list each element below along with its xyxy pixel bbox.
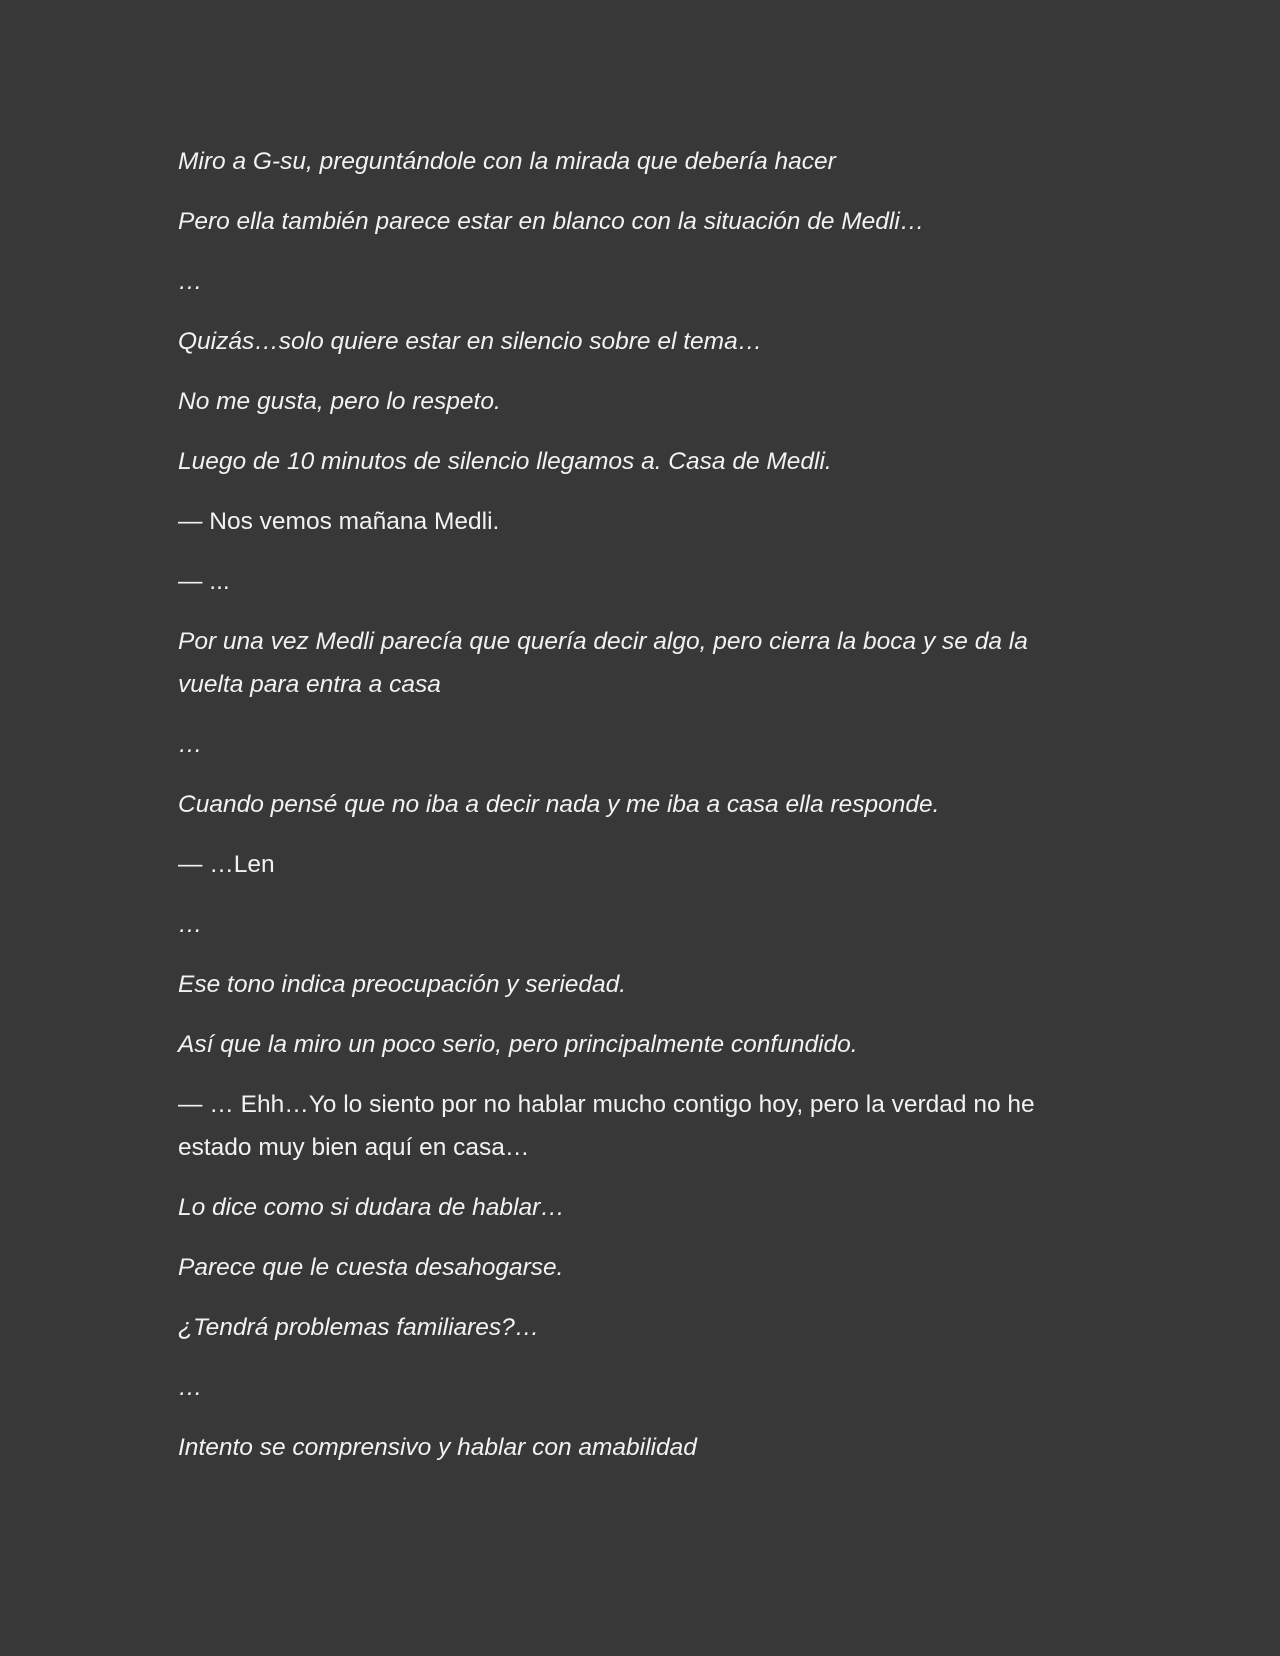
dialogue-line: — ... [178, 568, 230, 595]
paragraph: Cuando pensé que no iba a decir nada y me iba a casa ella responde. [178, 791, 940, 818]
paragraph: ¿Tendrá problemas familiares?… [178, 1314, 540, 1341]
paragraph: Así que la miro un poco serio, pero principalmente confundido. [178, 1031, 858, 1058]
paragraph: … [178, 911, 203, 938]
dialogue-line: — Nos vemos mañana Medli. [178, 508, 500, 535]
paragraph: Quizás…solo quiere estar en silencio sobre el tema… [178, 328, 763, 355]
paragraph: Miro a G-su, preguntándole con la mirada que debería hacer [178, 148, 836, 175]
dialogue-line: — … Ehh…Yo lo siento por no hablar mucho contigo hoy, pero la verdad no he estado muy bien aquí en casa… [178, 1091, 1042, 1161]
paragraph: Pero ella también parece estar en blanco con la situación de Medli… [178, 208, 925, 235]
dialogue-line: — …Len [178, 851, 275, 878]
document-page [178, 140, 1078, 1486]
paragraph: Lo dice como si dudara de hablar… [178, 1194, 565, 1221]
paragraph: Ese tono indica preocupación y seriedad. [178, 971, 627, 998]
paragraph: … [178, 731, 203, 758]
paragraph: … [178, 268, 203, 295]
paragraph: Intento se comprensivo y hablar con amabilidad [178, 1434, 697, 1461]
paragraph: Parece que le cuesta desahogarse. [178, 1254, 564, 1281]
paragraph: … [178, 1374, 203, 1401]
paragraph: No me gusta, pero lo respeto. [178, 388, 501, 415]
paragraph: Por una vez Medli parecía que quería decir algo, pero cierra la boca y se da la vuelta para entra a casa [178, 628, 1035, 698]
paragraph: Luego de 10 minutos de silencio llegamos a. Casa de Medli. [178, 448, 832, 475]
